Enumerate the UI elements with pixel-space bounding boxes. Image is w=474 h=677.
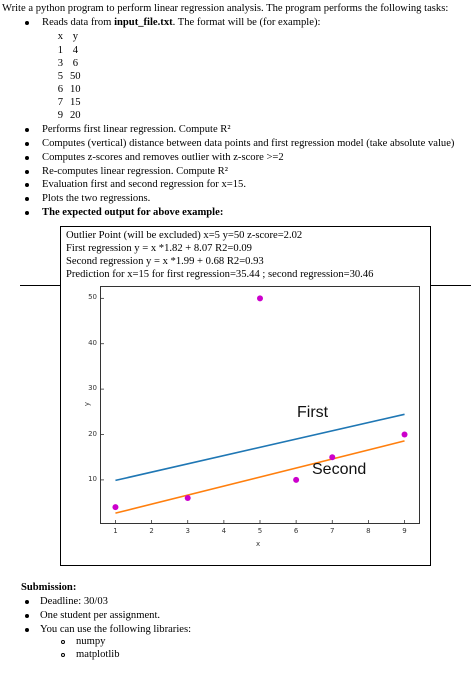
bullet xyxy=(25,170,29,174)
submission-item: You can use the following libraries: xyxy=(40,624,192,635)
example-header-x: x xyxy=(57,31,63,42)
output-outlier-line: Outlier Point (will be excluded) x=5 y=50 z-score=2.02 xyxy=(66,230,303,241)
x-tick-label: 2 xyxy=(149,527,154,535)
bullet xyxy=(25,600,29,604)
example-x: 3 xyxy=(57,58,63,69)
data-point xyxy=(329,454,335,460)
submission-item: One student per assignment. xyxy=(40,610,161,621)
example-x: 7 xyxy=(57,97,63,108)
chart-plot-area xyxy=(100,286,420,524)
submission-item: Deadline: 30/03 xyxy=(40,596,108,607)
intro-text: Write a python program to perform linear regression analysis. The program performs the following tasks: xyxy=(2,3,449,14)
bullet xyxy=(25,21,29,25)
example-y: 10 xyxy=(70,84,81,95)
y-tick-label: 10 xyxy=(88,474,97,483)
bullet xyxy=(25,128,29,132)
expected-heading: The expected output for above example: xyxy=(42,207,224,218)
sub-bullet xyxy=(61,640,65,644)
task-item: Plots the two regressions. xyxy=(42,193,151,204)
library-item: numpy xyxy=(76,636,106,647)
read-suffix: . The format will be (for example): xyxy=(172,17,321,28)
read-data-line xyxy=(42,16,320,29)
output-prediction: Prediction for x=15 for first regression=35.44 ; second regression=30.46 xyxy=(66,269,374,280)
task-item: Re-computes linear regression. Compute R² xyxy=(42,166,228,177)
example-y: 50 xyxy=(70,71,81,82)
second-line-label: Second xyxy=(312,461,367,478)
sub-bullet xyxy=(61,653,65,657)
task-item: Computes (vertical) distance between data points and first regression model (take absolute value) xyxy=(42,138,455,149)
y-tick-label: 30 xyxy=(88,384,97,393)
chart-svg xyxy=(101,287,419,523)
y-tick-label: 20 xyxy=(88,429,97,438)
data-point xyxy=(402,432,408,438)
x-tick-label: 9 xyxy=(402,527,407,535)
output-first-regression: First regression y = x *1.82 + 8.07 R2=0.09 xyxy=(66,243,252,254)
x-tick-label: 4 xyxy=(221,527,227,535)
data-point xyxy=(293,477,299,483)
example-y: 20 xyxy=(70,110,81,121)
example-x: 9 xyxy=(57,110,63,121)
y-tick-label: 50 xyxy=(88,293,97,302)
submission-heading: Submission: xyxy=(21,582,77,593)
read-prefix: Reads data from xyxy=(42,17,115,28)
example-x: 5 xyxy=(57,71,63,82)
x-tick-label: 1 xyxy=(113,527,118,535)
example-y: 4 xyxy=(72,45,78,56)
x-tick-label: 5 xyxy=(257,527,263,535)
task-item: Evaluation first and second regression for x=15. xyxy=(42,179,246,190)
example-y: 6 xyxy=(72,58,78,69)
example-x: 6 xyxy=(57,84,63,95)
example-header-y: y xyxy=(72,31,78,42)
x-tick-label: 3 xyxy=(185,527,190,535)
bullet xyxy=(25,156,29,160)
bullet xyxy=(25,197,29,201)
output-second-regression: Second regression y = x *1.99 + 0.68 R2=0.93 xyxy=(66,256,264,267)
divider-line xyxy=(20,285,60,286)
task-item: Computes z-scores and removes outlier with z-score >=2 xyxy=(42,152,284,163)
data-point xyxy=(185,495,191,501)
example-x: 1 xyxy=(57,45,63,56)
data-point xyxy=(112,504,118,510)
input-filename: input_file.txt xyxy=(114,17,173,28)
data-point xyxy=(257,295,263,301)
bullet xyxy=(25,628,29,632)
library-item: matplotlib xyxy=(76,649,120,660)
example-y: 15 xyxy=(70,97,81,108)
y-axis-label: y xyxy=(83,401,92,407)
bullet xyxy=(25,211,29,215)
bullet xyxy=(25,142,29,146)
first-line-label: First xyxy=(297,404,329,421)
bullet xyxy=(25,183,29,187)
x-axis-label: x xyxy=(256,540,261,548)
y-tick-label: 40 xyxy=(88,338,97,347)
bullet xyxy=(25,614,29,618)
task-item: Performs first linear regression. Compute R² xyxy=(42,124,231,135)
x-tick-label: 8 xyxy=(366,527,371,535)
x-tick-label: 7 xyxy=(330,527,335,535)
x-tick-label: 6 xyxy=(293,527,299,535)
divider-line xyxy=(431,285,471,286)
